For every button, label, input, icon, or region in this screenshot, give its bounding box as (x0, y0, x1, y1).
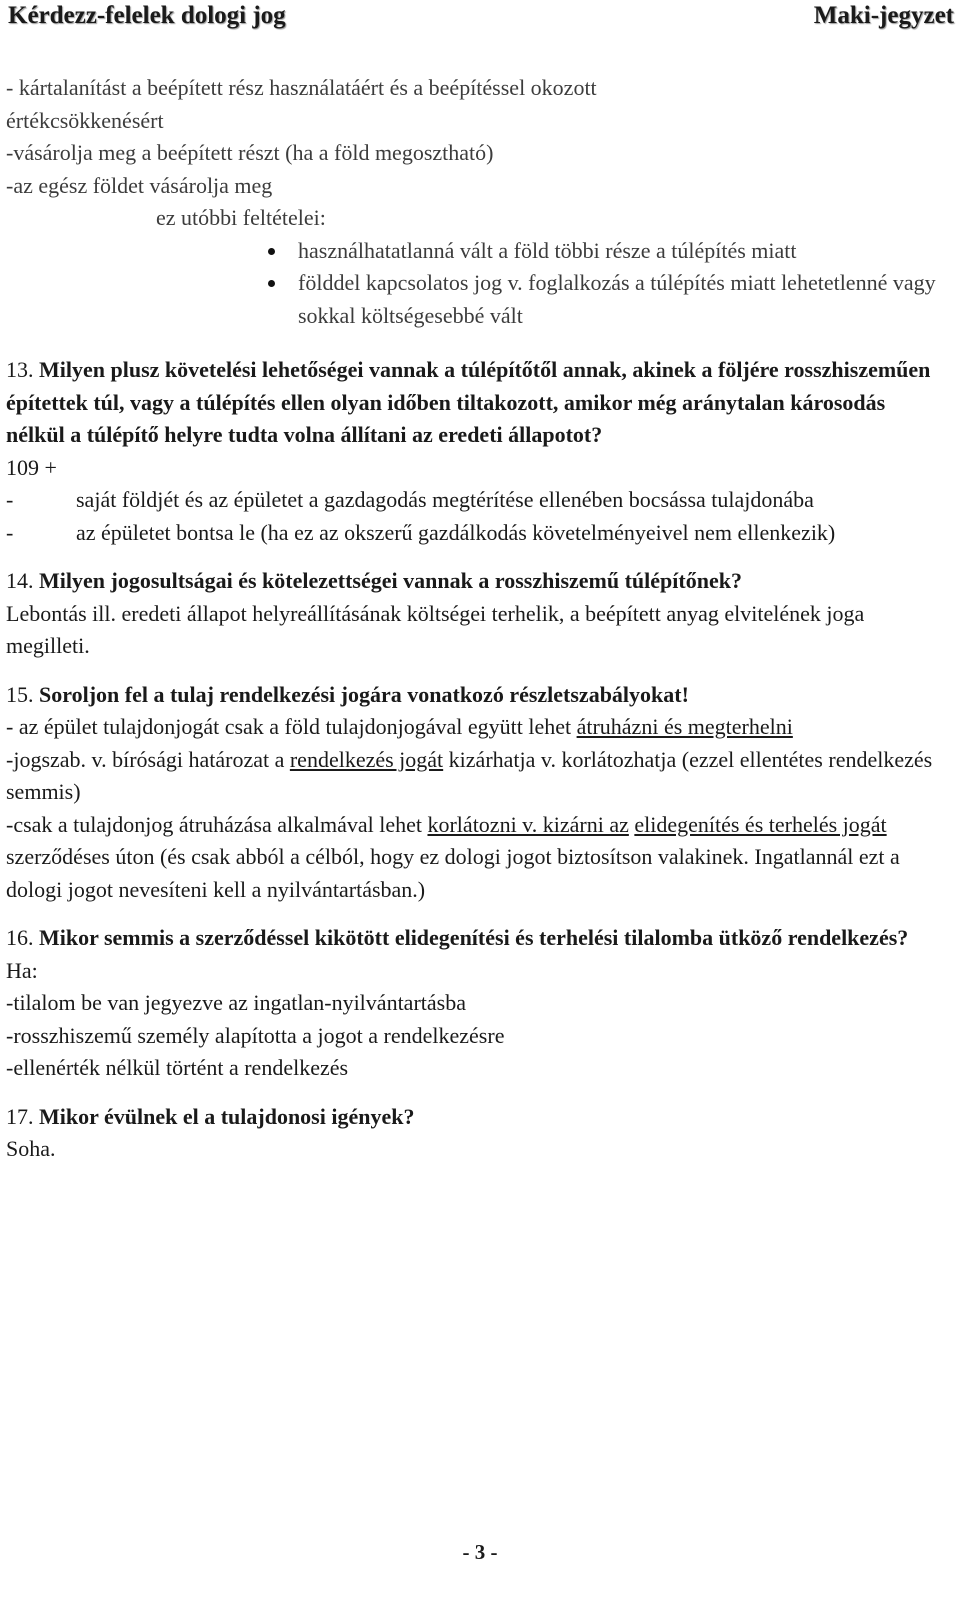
document-body (6, 72, 936, 1166)
intro-line: -az egész földet vásárolja meg (6, 172, 273, 198)
header-title: Kérdezz-felelek dologi jog (8, 2, 286, 29)
intro-line: értékcsökkenésért (6, 107, 164, 133)
question-text: Mikor semmis a szerződéssel kikötött elidegenítési és terhelési tilalomba ütköző rendelkezés? (39, 925, 909, 950)
answer-item (6, 809, 936, 907)
answer-item: saját földjét és az épületet a gazdagodás megtérítése ellenében bocsássa tulajdonába (76, 487, 814, 512)
question-number: 14. (6, 568, 34, 593)
answer-text: -jogszab. v. bírósági határozat a (6, 746, 290, 772)
answer-text: -csak a tulajdonjog átruházása alkalmával lehet (6, 811, 428, 837)
answer-item (6, 711, 936, 744)
answer-item: -ellenérték nélkül történt a rendelkezés (6, 1055, 349, 1080)
question-number: 17. (6, 1103, 34, 1129)
bullet-icon (268, 248, 275, 255)
header-author: Maki-jegyzet (813, 2, 954, 29)
question-text: Mikor évülnek el a tulajdonosi igények? (39, 1103, 415, 1129)
page-header (8, 0, 954, 36)
list-item (6, 235, 936, 268)
answer-item: -rosszhiszemű személy alapította a jogot a rendelkezésre (6, 1022, 505, 1048)
answer-item (6, 744, 936, 809)
answer-text: kizárhatja v. korlátozhatja (ezzel ellentétes rendelkezés semmis) (6, 746, 933, 804)
legal-reference: 109 + (6, 454, 57, 480)
answer-text: - az épület tulajdonjogát csak a föld tulajdonjogával együtt lehet (6, 714, 577, 739)
intro-line: -vásárolja meg a beépített részt (ha a föld megosztható) (6, 140, 494, 165)
question-number: 15. (6, 681, 34, 707)
answer-label: Ha: (6, 957, 38, 983)
list-item (6, 484, 936, 517)
answer-item: az épületet bontsa le (ha ez az okszerű gazdálkodás követelményeivel nem ellenkezik) (76, 519, 836, 545)
question-number: 13. (6, 357, 34, 382)
list-item (6, 517, 936, 550)
dash-marker: - (6, 519, 14, 545)
list-item (6, 267, 936, 332)
underlined-text: elidegenítés és terhelés jogát (634, 811, 887, 837)
question-17 (6, 1101, 936, 1166)
question-text: Milyen jogosultságai és kötelezettségei vannak a rosszhiszemű túlépítőnek? (39, 568, 742, 593)
answer-item: -tilalom be van jegyezve az ingatlan-nyilvántartásba (6, 990, 466, 1015)
question-14 (6, 565, 936, 663)
page-number: - 3 - (462, 1540, 498, 1564)
bullet-text: földdel kapcsolatos jog v. foglalkozás a túlépítés miatt lehetetlenné vagy sokkal költségesebbé vált (298, 270, 936, 328)
question-text: Soroljon fel a tulaj rendelkezési jogára vonatkozó részletszabályokat! (39, 681, 689, 707)
underlined-text: átruházni és megterhelni (576, 714, 793, 739)
question-13 (6, 354, 936, 549)
question-number: 16. (6, 925, 34, 950)
question-16 (6, 922, 936, 1085)
bullet-text: használhatatlanná vált a föld többi része a túlépítés miatt (298, 237, 797, 263)
underlined-text: rendelkezés jogát (289, 746, 444, 772)
answer-text: Lebontás ill. eredeti állapot helyreállításának költségei terhelik, a beépített anyag elvitelének joga megilleti. (6, 600, 865, 658)
bullet-icon (268, 280, 275, 287)
conditions-list (6, 235, 936, 333)
intro-sub-label: ez utóbbi feltételei: (156, 205, 326, 230)
intro-line: - kártalanítást a beépített rész használatáért és a beépítéssel okozott (6, 75, 597, 100)
question-text: Milyen plusz követelési lehetőségei vannak a túlépítőtől annak, akinek a följére rosszhiszeműen építettek túl, vagy a túlépítés ellen olyan időben tiltakozott, amikor még aránytalan károsodás nélkül a túlépítő helyre tudta volna állítani az eredeti állapotot? (6, 357, 931, 447)
question-15 (6, 679, 936, 907)
answer-text: szerződéses úton (és csak abból a célból, hogy ez dologi jogot biztosítson valakinek. Ingatlannál ezt a dologi jogot nevesíteni kell a nyilvántartásban.) (6, 844, 900, 902)
dash-marker: - (6, 487, 14, 512)
underlined-text: korlátozni v. kizárni az (427, 811, 629, 837)
intro-section (6, 72, 936, 332)
answer-text: Soha. (6, 1136, 56, 1161)
